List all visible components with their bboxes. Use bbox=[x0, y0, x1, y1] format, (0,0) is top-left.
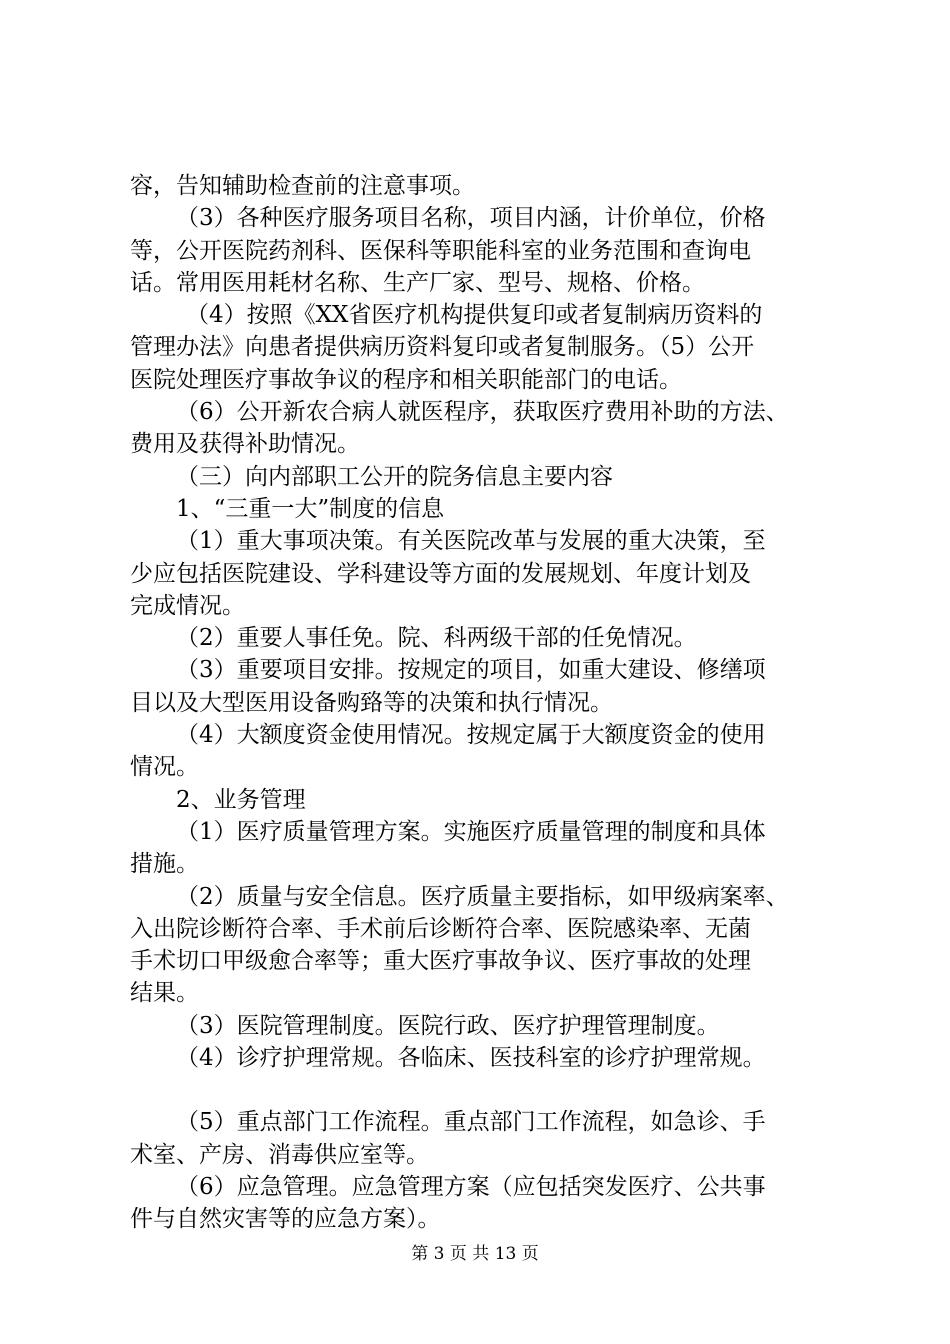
text-line: 措施。 bbox=[130, 851, 199, 878]
text-line: （5）重点部门工作流程。重点部门工作流程，如急诊、手 bbox=[176, 1109, 766, 1136]
text-line: 少应包括医院建设、学科建设等方面的发展规划、年度计划及 bbox=[130, 560, 751, 587]
text-line: 容，告知辅助检查前的注意事项。 bbox=[130, 173, 475, 199]
text-line: 术室、产房、消毒供应室等。 bbox=[130, 1141, 429, 1168]
text-line: （2）质量与安全信息。医疗质量主要指标，如甲级病案率、 bbox=[176, 883, 789, 910]
text-line: （4）诊疗护理常规。各临床、医技科室的诊疗护理常规。 bbox=[176, 1045, 766, 1072]
document-body bbox=[130, 170, 830, 1236]
text-line: 医院处理医疗事故争议的程序和相关职能部门的电话。 bbox=[130, 366, 682, 393]
text-line: 1、“三重一大”制度的信息 bbox=[176, 495, 445, 522]
text-line: （2）重要人事任免。院、科两级干部的任免情况。 bbox=[176, 625, 697, 652]
text-line: 情况。 bbox=[130, 754, 199, 781]
text-line: 2、业务管理 bbox=[176, 786, 306, 813]
text-line: （6）公开新农合病人就医程序，获取医疗费用补助的方法、 bbox=[176, 399, 789, 426]
text-line: 管理办法》向患者提供病历资料复印或者复制服务。（5）公开 bbox=[130, 334, 755, 361]
text-line: 等，公开医院药剂科、医保科等职能科室的业务范围和查询电 bbox=[130, 237, 751, 264]
text-line: 目以及大型医用设备购臵等的决策和执行情况。 bbox=[130, 689, 613, 716]
text-line: （3）各种医疗服务项目名称，项目内涵，计价单位，价格 bbox=[176, 205, 766, 232]
text-line: （1）医疗质量管理方案。实施医疗质量管理的制度和具体 bbox=[176, 818, 766, 845]
text-line: 结果。 bbox=[130, 980, 199, 1007]
text-line: （6）应急管理。应急管理方案（应包括突发医疗、公共事 bbox=[176, 1173, 766, 1200]
text-line: （三）向内部职工公开的院务信息主要内容 bbox=[176, 463, 613, 490]
text-line: （4）大额度资金使用情况。按规定属于大额度资金的使用 bbox=[176, 722, 766, 749]
text-line: （3）重要项目安排。按规定的项目，如重大建设、修缮项 bbox=[176, 657, 766, 684]
body-text-part2 bbox=[130, 1106, 830, 1235]
text-line: 话。常用医用耗材名称、生产厂家、型号、规格、价格。 bbox=[130, 269, 705, 296]
text-line: 手术切口甲级愈合率等；重大医疗事故争议、医疗事故的处理 bbox=[130, 948, 751, 975]
text-line: 入出院诊断符合率、手术前后诊断符合率、医院感染率、无菌 bbox=[130, 915, 751, 942]
body-text-part1 bbox=[130, 170, 830, 1074]
text-line: （3）医院管理制度。医院行政、医疗护理管理制度。 bbox=[176, 1012, 720, 1039]
paragraph-gap bbox=[130, 1074, 830, 1106]
text-line: 件与自然灾害等的应急方案）。 bbox=[130, 1206, 441, 1233]
text-line: （4）按照《XX省医疗机构提供复印或者复制病历资料的 bbox=[186, 302, 763, 329]
text-line: 费用及获得补助情况。 bbox=[130, 431, 360, 458]
text-line: 完成情况。 bbox=[130, 592, 245, 619]
text-line: （1）重大事项决策。有关医院改革与发展的重大决策，至 bbox=[176, 528, 766, 555]
page-footer: 第 3 页 共 13 页 bbox=[411, 1244, 539, 1264]
